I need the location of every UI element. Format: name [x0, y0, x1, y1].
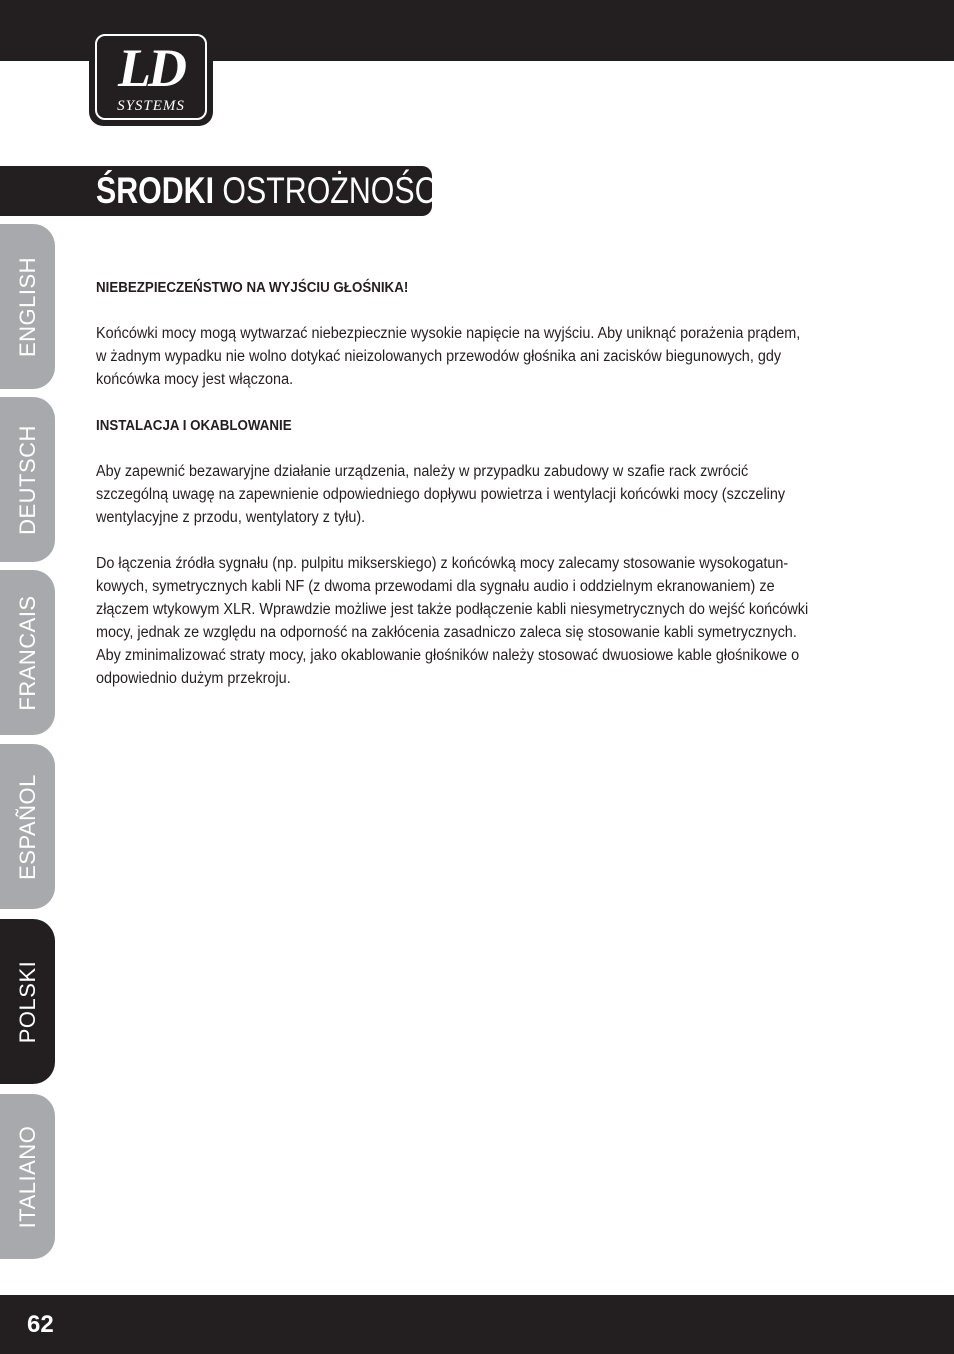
- section-title-bar: [0, 166, 454, 216]
- footer-bar: [0, 1295, 954, 1354]
- tab-label-espanol: ESPAÑOL: [14, 773, 40, 880]
- tab-francais[interactable]: [0, 570, 55, 735]
- tab-label-english: ENGLISH: [14, 256, 40, 357]
- tab-label-italiano: ITALIANO: [14, 1125, 40, 1228]
- logo-systems-text: SYSTEMS: [117, 98, 185, 114]
- tab-deutsch[interactable]: [0, 397, 55, 562]
- text-line: wentylacyjne z przodu, wentylatory z tyłu).: [96, 509, 366, 526]
- text-line: Aby zapewnić bezawaryjne działanie urządzenia, należy w przypadku zabudowy w szafie rack zwrócić: [96, 463, 749, 480]
- paragraph-cabling: [96, 552, 866, 690]
- heading-installation-wiring: INSTALACJA I OKABLOWANIE: [96, 418, 292, 434]
- page-title-light: OSTROŻNOŚCI:: [214, 170, 454, 211]
- page-number: 62: [27, 1311, 54, 1338]
- logo-ld-text: LD: [118, 38, 184, 98]
- page-title: [96, 170, 453, 212]
- text-line: Aby zminimalizować straty mocy, jako okablowanie głośników należy stosować dwuosiowe kable głośnikowe o: [96, 647, 800, 664]
- text-line: Do łączenia źródła sygnału (np. pulpitu mikserskiego) z końcówką mocy zalecamy stosowanie wysokogatun-: [96, 555, 789, 572]
- tab-label-deutsch: DEUTSCH: [14, 424, 40, 535]
- ld-systems-logo: [89, 28, 213, 126]
- text-line: mocy, jednak ze względu na odporność na zakłócenia zasadniczo zaleca się stosowanie kabli symetrycznych.: [96, 624, 797, 641]
- tab-label-francais: FRANCAIS: [14, 594, 40, 711]
- text-line: w żadnym wypadku nie wolno dotykać nieizolowanych przewodów głośnika ani zacisków biegunowych, gdy: [96, 348, 782, 365]
- text-line: Końcówki mocy mogą wytwarzać niebezpiecznie wysokie napięcie na wyjściu. Aby uniknąć porażenia prądem,: [96, 325, 801, 342]
- tab-italiano[interactable]: [0, 1094, 55, 1259]
- text-line: końcówka mocy jest włączona.: [96, 371, 294, 388]
- content-area: [96, 276, 866, 713]
- text-line: kowych, symetrycznych kabli NF (z dwoma przewodami dla sygnału audio i oddzielnym ekranowaniem) ze: [96, 578, 775, 595]
- text-line: odpowiednio dużym przekroju.: [96, 670, 291, 687]
- page-title-bold: ŚRODKI: [96, 170, 215, 211]
- paragraph-speaker-warning: [96, 322, 866, 391]
- tab-english[interactable]: [0, 224, 55, 389]
- text-line: złączem wtykowym XLR. Wprawdzie możliwe jest także podłączenie kabli niesymetrycznych do wejść końcówki: [96, 601, 809, 618]
- heading-speaker-output-danger: NIEBEZPIECZEŃSTWO NA WYJŚCIU GŁOŚNIKA!: [96, 280, 409, 296]
- paragraph-rack-ventilation: [96, 460, 866, 529]
- tab-polski[interactable]: [0, 919, 55, 1084]
- text-line: szczególną uwagę na zapewnienie odpowiedniego dopływu powietrza i wentylacji końcówki mocy (szczeliny: [96, 486, 786, 503]
- tab-label-polski: POLSKI: [14, 960, 40, 1043]
- logo-frame: [95, 34, 207, 120]
- tab-espanol[interactable]: [0, 744, 55, 909]
